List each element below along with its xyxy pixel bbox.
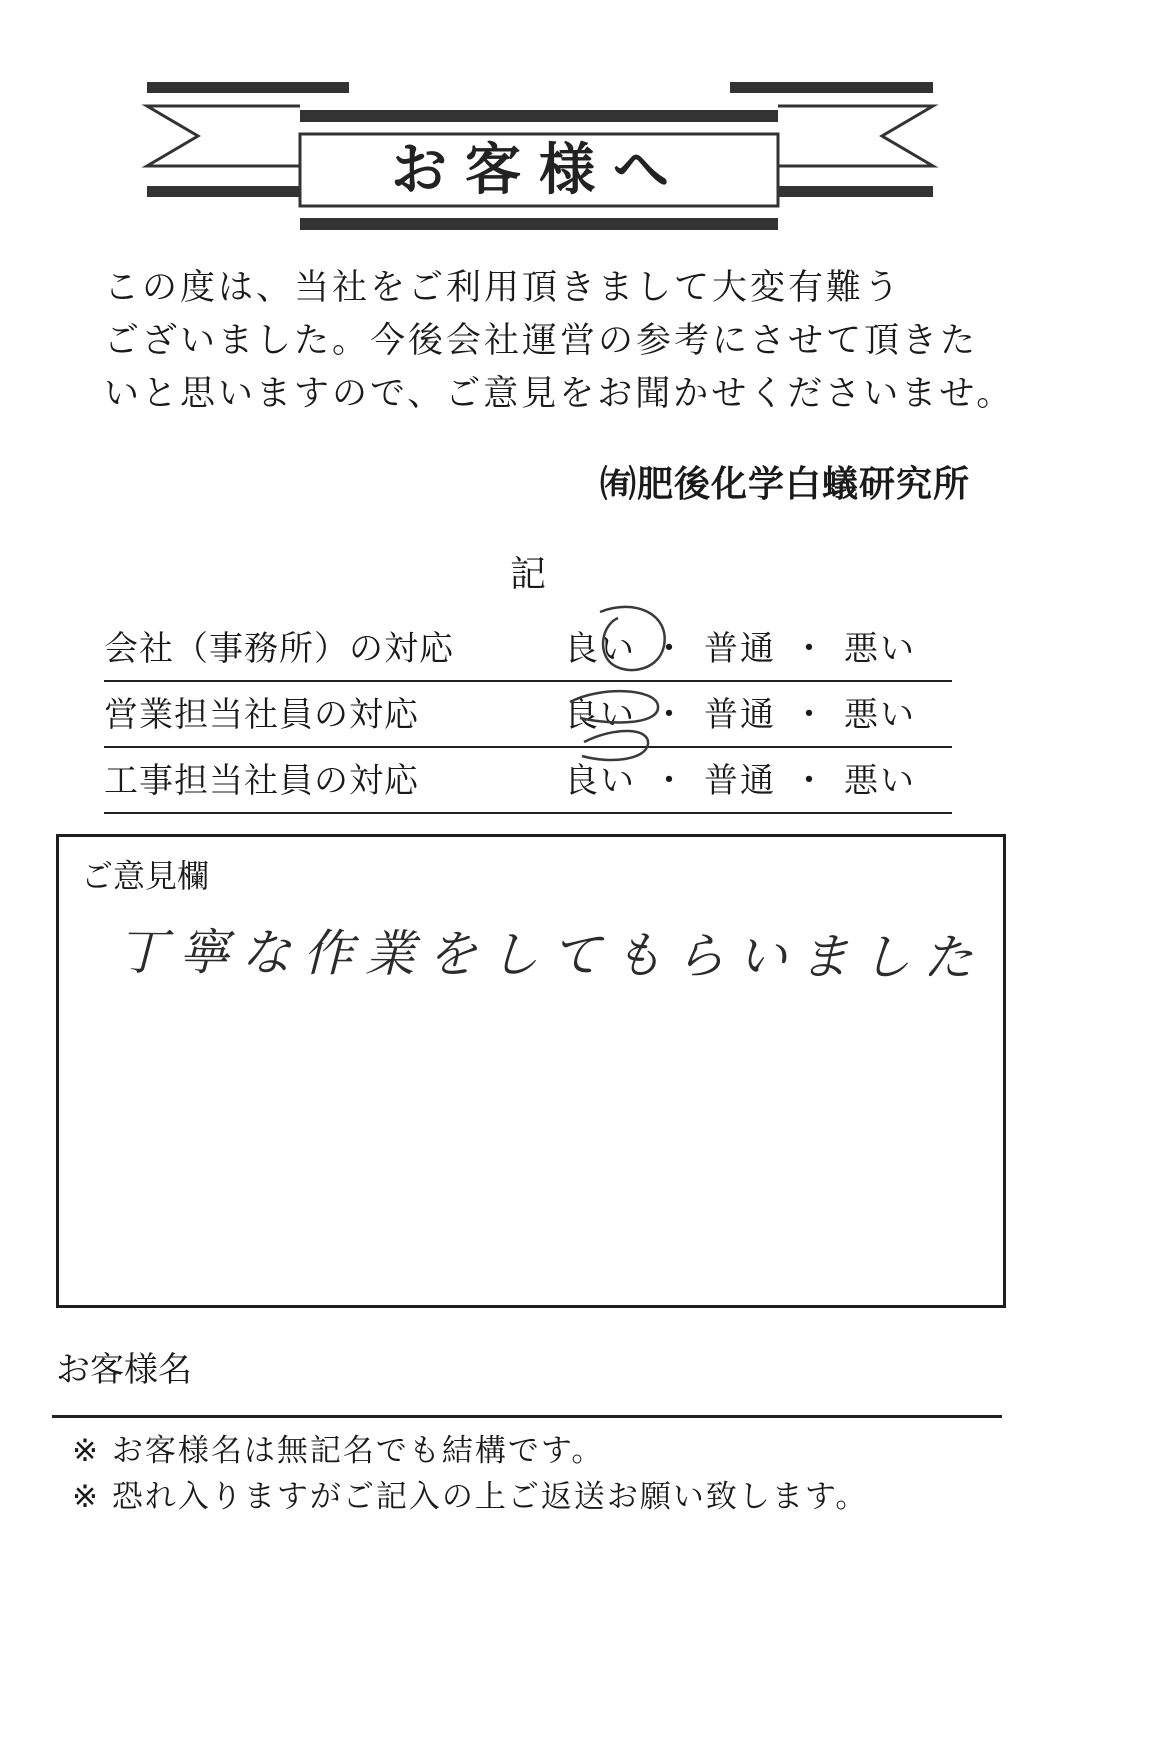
option-normal[interactable]: 普通 (704, 629, 776, 669)
option-bad[interactable]: 悪い (844, 761, 916, 801)
separator: ・ (652, 761, 688, 801)
survey-question: 営業担当社員の対応 (104, 695, 419, 735)
survey-options (564, 687, 916, 736)
option-normal[interactable]: 普通 (704, 761, 776, 801)
option-good[interactable]: 良い (564, 629, 636, 669)
option-good[interactable]: 良い (564, 695, 636, 735)
opinion-box[interactable] (56, 834, 1006, 1308)
handwritten-opinion: 丁寧な作業をしてもらいました (116, 922, 986, 988)
survey-question: 会社（事務所）の対応 (104, 629, 454, 669)
ribbon-graphic (0, 0, 1050, 250)
ki-heading: 記 (510, 554, 547, 595)
separator: ・ (792, 629, 828, 669)
survey-options (564, 621, 916, 670)
separator: ・ (652, 629, 688, 669)
survey-options (564, 753, 916, 802)
footnote: ※ 恐れ入りますがご記入の上ご返送お願い致します。 (72, 1479, 869, 1515)
company-name: ㈲肥後化学白蟻研究所 (599, 464, 970, 505)
survey-row-office (104, 616, 952, 682)
intro-line: いと思いますので、ご意見をお聞かせくださいませ。 (104, 374, 1015, 414)
opinion-label: ご意見欄 (81, 857, 210, 895)
intro-paragraph (104, 262, 1015, 421)
footnote: ※ お客様名は無記名でも結構です。 (72, 1433, 605, 1469)
customer-name-label: お客様名 (56, 1350, 192, 1390)
footnotes (72, 1428, 868, 1520)
separator: ・ (792, 761, 828, 801)
banner-title: お客様へ (391, 138, 687, 203)
intro-line: ございました。今後会社運営の参考にさせて頂きた (104, 321, 979, 361)
survey-row-sales (104, 682, 952, 748)
title-banner (0, 0, 1050, 250)
survey-row-construction (104, 748, 952, 814)
separator: ・ (652, 695, 688, 735)
option-bad[interactable]: 悪い (844, 695, 916, 735)
intro-line: この度は、当社をご利用頂きまして大変有難う (104, 268, 903, 308)
separator: ・ (792, 695, 828, 735)
customer-name-field[interactable] (52, 1415, 1002, 1418)
survey-question: 工事担当社員の対応 (104, 761, 419, 801)
option-good[interactable]: 良い (564, 761, 636, 801)
option-bad[interactable]: 悪い (844, 629, 916, 669)
option-normal[interactable]: 普通 (704, 695, 776, 735)
